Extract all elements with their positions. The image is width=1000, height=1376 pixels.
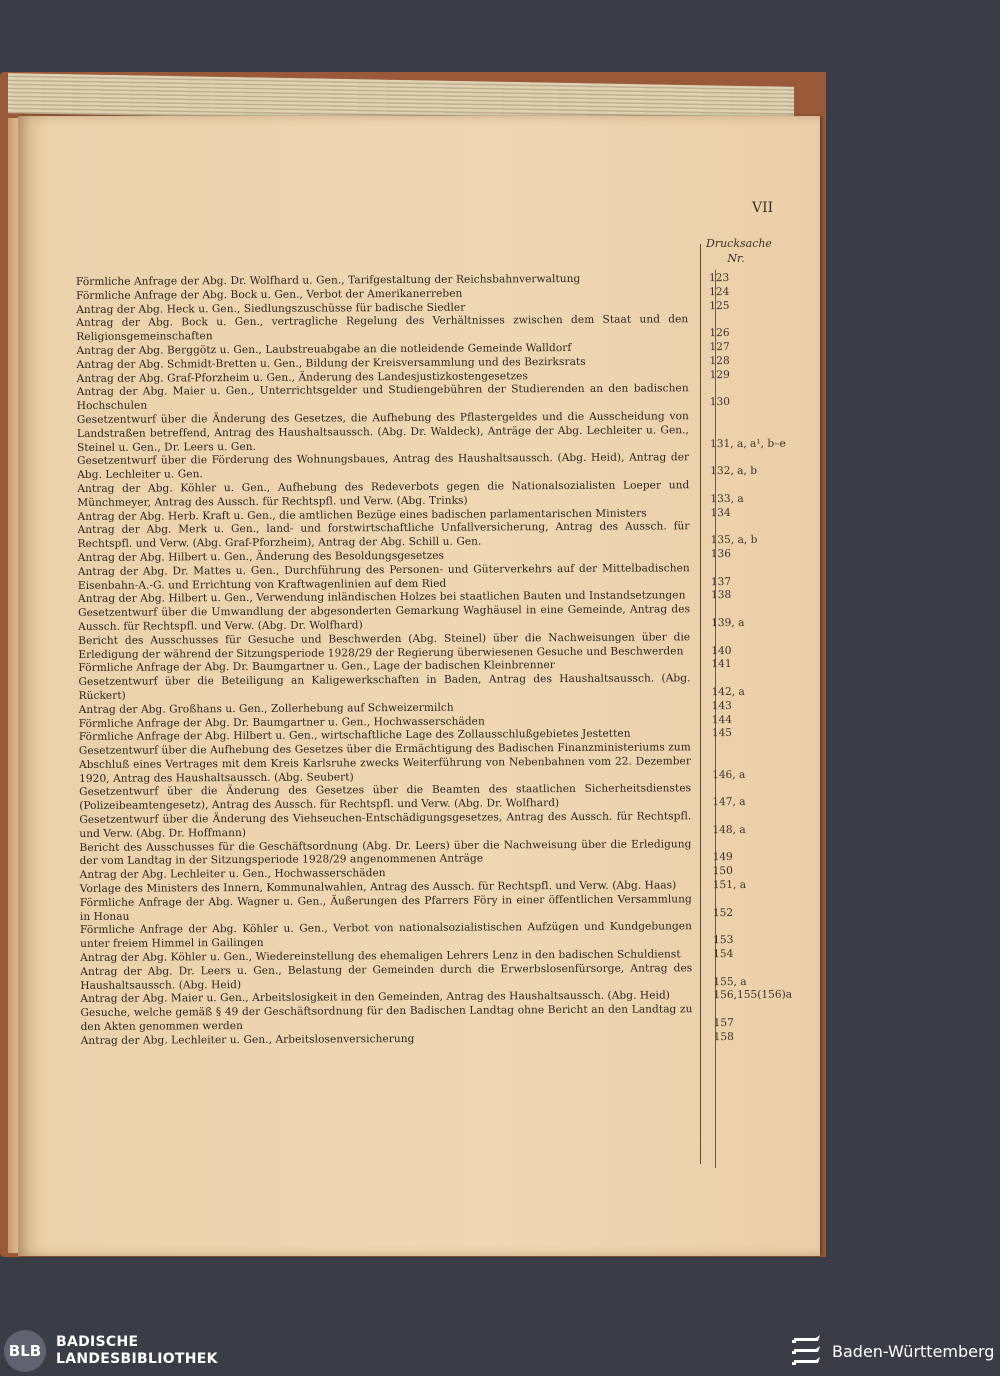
entry-title: Vorlage des Ministers des Innern, Kommunalwahlen, Antrag des Aussch. für Rechtspfl. und Verw. (Abg. Haas): [79, 879, 677, 896]
table-row: [80, 893, 770, 925]
entry-title: Bericht des Ausschusses für Gesuche und Beschwerden (Abg. Steinel) über die Nachweisungen über die Erledigung der während der Sitzungsperiode 1928/29 der Regierung überwiesenen Gesuche und Beschwerden: [78, 630, 691, 661]
entry-document-number: 157: [713, 1017, 734, 1030]
entry-title: Antrag der Abg. Heck u. Gen., Siedlungszuschüsse für badische Siedler: [76, 301, 466, 316]
entry-title: Antrag der Abg. Köhler u. Gen., Aufhebung des Redeverbots gegen die Nationalsozialisten Loeper und Münchmeyer, Antrag des Aussch. für Rechtspfl. und Verw. (Abg. Trinks): [77, 479, 690, 509]
entry-title: Antrag der Abg. Graf-Pforzheim u. Gen., Änderung des Landesjustizkostengesetzes: [76, 369, 528, 385]
table-row: [79, 810, 769, 842]
library-name-line1: BADISCHE: [56, 1334, 139, 1350]
entry-document-number: 133, a: [710, 492, 744, 505]
entry-title: Antrag der Abg. Herb. Kraft u. Gen., die amtlichen Bezüge eines badischen parlamentarischen Ministers: [77, 507, 647, 523]
blb-logo[interactable]: BLB: [4, 1330, 46, 1372]
entry-title: Antrag der Abg. Schmidt-Bretten u. Gen., Bildung der Kreisversammlung und des Bezirksrats: [76, 355, 586, 371]
table-row: [80, 920, 770, 952]
table-row: [78, 672, 768, 704]
entry-title: Gesetzentwurf über die Förderung des Wohnungsbaues, Antrag des Haushaltsaussch. (Abg. Heid), Antrag der Abg. Lechleiter u. Gen.: [77, 451, 690, 482]
entry-title: Antrag der Abg. Merk u. Gen., land- und forstwirtschaftliche Unfallversicherung, Antrag des Aussch. für Rechtspfl. und Verw. (Abg. Graf-Pforzheim), Antrag der Abg. Schill u. Gen.: [77, 520, 690, 551]
entry-title: Antrag der Abg. Maier u. Gen., Arbeitslosigkeit in den Gemeinden, Antrag des Haushaltsaussch. (Abg. Heid): [80, 989, 671, 1006]
entry-document-number: 140: [711, 644, 732, 657]
table-row: [80, 962, 770, 994]
footer-bar: [0, 1326, 1000, 1376]
entry-document-number: 155, a: [713, 975, 747, 988]
entry-title: Antrag der Abg. Hilbert u. Gen., Verwendung inländischen Holzes bei staatlichen Bauten und Instandsetzungen: [77, 589, 686, 606]
entry-document-number: 158: [713, 1030, 734, 1043]
library-name[interactable]: [56, 1334, 218, 1368]
state-name[interactable]: Baden-Württemberg: [832, 1342, 995, 1361]
entry-document-number: 139, a: [711, 616, 745, 630]
entry-title: Antrag der Abg. Köhler u. Gen., Wiedereinstellung des ehemaligen Lehrers Lenz in den badischen Schuldienst: [80, 948, 681, 965]
library-name-line2: LANDESBIBLIOTHEK: [56, 1351, 218, 1367]
entry-document-number: 123: [708, 272, 730, 285]
lions-emblem-icon: [790, 1332, 824, 1370]
entry-document-number: 134: [710, 506, 731, 519]
entry-title: Antrag der Abg. Großhans u. Gen., Zollerhebung auf Schweizermilch: [78, 701, 454, 716]
entry-document-number: 152: [712, 906, 734, 919]
table-row: [79, 837, 769, 869]
entry-title: Gesetzentwurf über die Umwandlung der abgesonderten Gemarkung Waghäusel in eine Gemeinde, Antrag des Aussch. für Rechtspfl. und Verw. (Abg. Dr. Wolfhard): [78, 603, 691, 633]
table-row: [77, 382, 767, 414]
entry-title: Antrag der Abg. Dr. Leers u. Gen., Belastung der Gemeinden durch die Erwerbslosenfürsorge, Antrag des Haushaltsaussch. (Abg. Heid): [80, 962, 693, 992]
entry-document-number: 124: [709, 285, 730, 298]
entry-document-number: 145: [711, 727, 733, 740]
entry-document-number: 131, a, a¹, b–e: [709, 437, 786, 450]
entry-document-number: 148, a: [712, 823, 746, 836]
entry-document-number: 149: [712, 851, 733, 864]
entry-document-number: 144: [711, 713, 732, 726]
entry-document-number: 136: [710, 547, 731, 561]
entry-document-number: 141: [711, 658, 732, 671]
entry-title: Antrag der Abg. Lechleiter u. Gen., Hochwasserschäden: [79, 867, 386, 882]
entry-title: Gesuche, welche gemäß § 49 der Geschäftsordnung für den Badischen Landtag ohne Bericht an den Landtag zu den Akten genommen werden: [80, 1003, 693, 1034]
entry-document-number: 147, a: [712, 796, 746, 809]
entry-document-number: 154: [713, 948, 734, 961]
entry-title: Förmliche Anfrage der Abg. Bock u. Gen., Verbot der Amerikanerreben: [76, 287, 463, 302]
entry-document-number: 130: [709, 396, 731, 409]
entry-title: Gesetzentwurf über die Aufhebung des Gesetzes über die Ermächtigung des Badischen Finanzministeriums zum Abschluß eines Vertrages mit dem Kreis Karlsruhe zwecks Weiterführung von Nebenbahnen vom 22. Dezember 1920, Antrag des Haushaltsaussch. (Abg. Seubert): [78, 741, 692, 785]
entry-title: Antrag der Abg. Dr. Mattes u. Gen., Durchführung des Personen- und Güterverkehrs auf der Mittelbadischen Eisenbahn-A.-G. und Errichtung von Kraftwagenlinien auf dem Ried: [77, 561, 690, 592]
table-row: [77, 479, 767, 511]
entry-title: Förmliche Anfrage der Abg. Hilbert u. Gen., wirtschaftliche Lage des Zollausschlußgebietes Jestetten: [78, 727, 631, 744]
entry-title: Förmliche Anfrage der Abg. Köhler u. Gen., Verbot von nationalsozialistischen Aufzügen und Kundgebungen unter freiem Himmel in Gailingen: [79, 920, 693, 951]
entry-document-number: 135, a, b: [710, 533, 758, 547]
table-row: [78, 562, 768, 594]
entry-title: Antrag der Abg. Lechleiter u. Gen., Arbeitslosenversicherung: [80, 1032, 415, 1047]
entry-title: Gesetzentwurf über die Änderung des Viehseuchen-Entschädigungsgesetzes, Antrag des Aussch. für Rechtspfl. und Verw. (Abg. Dr. Hoffmann): [79, 810, 692, 840]
entry-title: Antrag der Abg. Maier u. Gen., Unterrichtsgelder und Studiengebühren der Studierenden an den badischen Hochschulen: [76, 382, 689, 413]
entry-document-number: 142, a: [711, 685, 745, 699]
table-row: [80, 1003, 770, 1035]
entry-title: Förmliche Anfrage der Abg. Dr. Baumgartner u. Gen., Lage der badischen Kleinbrenner: [78, 659, 555, 675]
entry-document-number: 128: [709, 354, 730, 367]
table-row: [78, 520, 768, 552]
entry-document-number: 138: [710, 589, 732, 602]
entry-title: Gesetzentwurf über die Beteiligung an Kaligewerkschaften in Baden, Antrag des Haushaltsaussch. (Abg. Rückert): [78, 672, 691, 702]
table-row: [79, 782, 769, 814]
entry-title: Antrag der Abg. Hilbert u. Gen., Änderung des Besoldungsgesetzes: [77, 549, 445, 564]
entry-document-number: 125: [709, 299, 730, 312]
entry-document-number: 143: [711, 699, 732, 712]
entry-title: Förmliche Anfrage der Abg. Dr. Baumgartner u. Gen., Hochwasserschäden: [78, 715, 485, 730]
entry-document-number: 129: [709, 368, 730, 381]
entry-document-number: 151, a: [712, 878, 747, 892]
entry-title: Gesetzentwurf über die Änderung des Gesetzes, die Aufhebung des Pflastergeldes und die Ausscheidung von Landstraßen betreffend, Antrag des Haushaltsaussch. (Abg. Dr. Waldeck), Anträge der Abg. Lechleiter u. Gen., Steinel u. Gen., Dr. Leers u. Gen.: [76, 410, 689, 454]
entry-title: Gesetzentwurf über die Änderung des Gesetzes über die Beamten des staatlichen Sicherheitsdienstes (Polizeibeamtengesetz), Antrag des Aussch. für Rechtspfl. und Verw. (Abg. Dr. Wolfhard): [79, 782, 692, 813]
entry-title: Antrag der Abg. Berggötz u. Gen., Laubstreuabgabe an die notleidende Gemeinde Walldorf: [76, 341, 572, 357]
page-number: VII: [752, 200, 774, 216]
entry-document-number: 156,155(156)a: [713, 989, 793, 1002]
entry-title: Bericht des Ausschusses für die Geschäftsordnung (Abg. Dr. Leers) über die Nachweisung über die Erledigung der vom Landtag in der Sitzungsperiode 1928/29 angenommenen Anträge: [79, 837, 692, 868]
table-row: [77, 451, 767, 483]
entry-title: Förmliche Anfrage der Abg. Wagner u. Gen., Äußerungen des Pfarrers Föry in einer öffentlichen Versammlung in Honau: [79, 893, 692, 923]
entry-document-number: 146, a: [712, 768, 746, 781]
entry-title: Antrag der Abg. Bock u. Gen., vertragliche Regelung des Verhältnisses zwischen dem Staat und den Religionsgemeinschaften: [76, 313, 689, 344]
entry-title: Förmliche Anfrage der Abg. Dr. Wolfhard u. Gen., Tarifgestaltung der Reichsbahnverwaltung: [76, 272, 581, 288]
entry-document-number: 137: [710, 575, 732, 588]
table-row: [78, 603, 768, 635]
table-row: [79, 741, 769, 787]
entry-document-number: 127: [709, 340, 730, 354]
entry-document-number: 153: [713, 934, 734, 947]
entry-document-number: 150: [712, 865, 733, 878]
entries-list: [76, 272, 793, 1049]
entry-document-number: 132, a, b: [710, 465, 758, 478]
entry-document-number: 126: [709, 327, 730, 340]
table-row: [78, 630, 768, 662]
column-header-drucksache: Drucksache Nr.: [706, 237, 772, 265]
table-row: [76, 410, 786, 456]
table-row: [76, 313, 766, 345]
